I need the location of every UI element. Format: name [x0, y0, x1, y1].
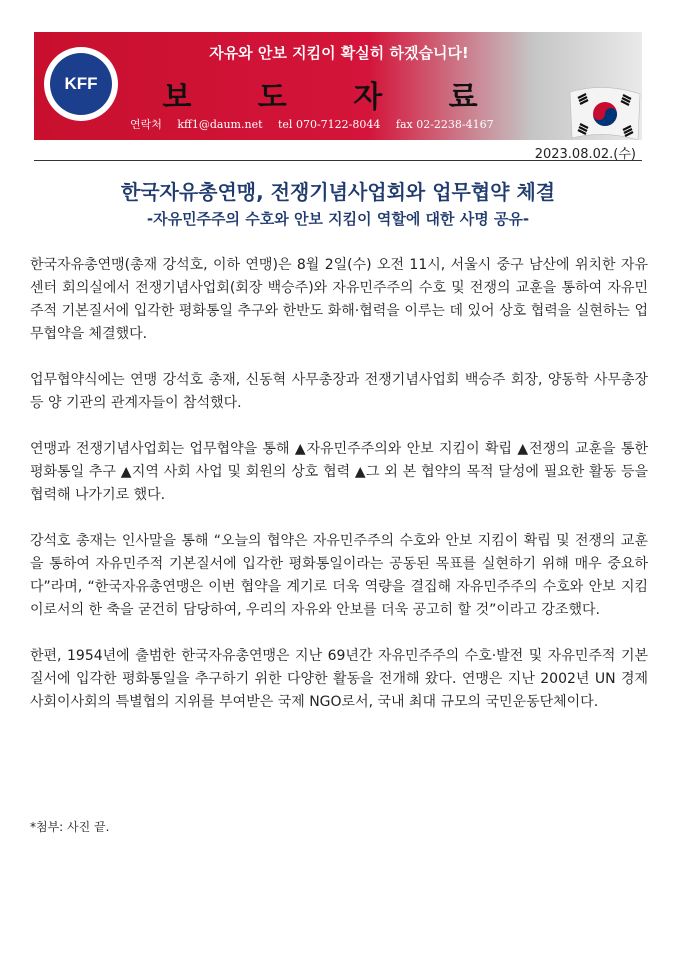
article-title: 한국자유총연맹, 전쟁기념사업회와 업무협약 체결 — [120, 180, 556, 204]
banner-slogan: 자유와 안보 지킴이 확실히 하겠습니다! — [209, 44, 469, 62]
logo-text: KFF — [50, 53, 112, 115]
article-subtitle: -자유민주주의 수호와 안보 지킴이 역할에 대한 사명 공유- — [146, 210, 530, 228]
paragraph-2: 업무협약식에는 연맹 강석호 총재, 신동혁 사무총장과 전쟁기념사업회 백승주 회장, 양동학 사무총장 등 양 기관의 관계자들이 참석했다. — [30, 372, 648, 411]
attachment-note: *첨부: 사진 끝. — [30, 820, 110, 834]
paragraph-1: 한국자유총연맹(총재 강석호, 이하 연맹)은 8월 2일(수) 오전 11시, 서울시 중구 남산에 위치한 자유센터 회의실에서 전쟁기념사업회(회장 백승주)와 자유민주주의 수호 및 전쟁의 교훈을 통하여 자유민주적 기본질서에 입각한 평화통일 추구와 한반도 화해·협력을 이루는 데 있어 상호 협력을 실현하는 업무협약을 체결했다. — [30, 257, 648, 342]
kff-logo-icon — [44, 47, 118, 121]
article-body — [30, 254, 648, 737]
paragraph-5: 한편, 1954년에 출범한 한국자유총연맹은 지난 69년간 자유민주주의 수호·발전 및 자유민주적 기본질서에 입각한 평화통일을 추구하기 위한 다양한 활동을 전개해 왔다. 연맹은 지난 2002년 UN 경제사회이사회의 특별협의 지위를 부여받은 국제 NGO로서, 국내 최대 규모의 국민운동단체이다. — [30, 648, 648, 710]
press-release-banner — [34, 32, 642, 140]
korean-flag-icon — [568, 84, 642, 140]
header-divider — [34, 160, 642, 161]
contact-line — [130, 116, 550, 132]
contact-label: 연락처 — [130, 118, 162, 131]
paragraph-3: 연맹과 전쟁기념사업회는 업무협약을 통해 ▲자유민주주의와 안보 지킴이 확립 ▲전쟁의 교훈을 통한 평화통일 추구 ▲지역 사회 사업 및 회원의 상호 협력 ▲그 외 본 협약의 목적 달성에 필요한 활동 등을 협력해 나가기로 했다. — [30, 441, 648, 503]
paragraph-4: 강석호 총재는 인사말을 통해 “오늘의 협약은 자유민주주의 수호와 안보 지킴이 확립 및 전쟁의 교훈을 통하여 자유민주적 기본질서에 입각한 평화통일이라는 공동된 목표를 실현하기 위해 매우 중요하다”라며, “한국자유총연맹은 이번 협약을 계기로 더욱 역량을 결집해 자유민주주의 수호와 안보 지킴이로서의 한 축을 굳건히 담당하여, 우리의 자유와 안보를 더욱 공고히 할 것”이라고 강조했다. — [30, 533, 648, 618]
press-release-headline: 보 도 자 료 — [162, 80, 506, 115]
contact-email: kff1@daum.net — [177, 118, 263, 131]
contact-tel: tel 070-7122-8044 — [278, 118, 381, 131]
release-date: 2023.08.02.(수) — [534, 147, 636, 162]
contact-fax: fax 02-2238-4167 — [395, 118, 494, 131]
